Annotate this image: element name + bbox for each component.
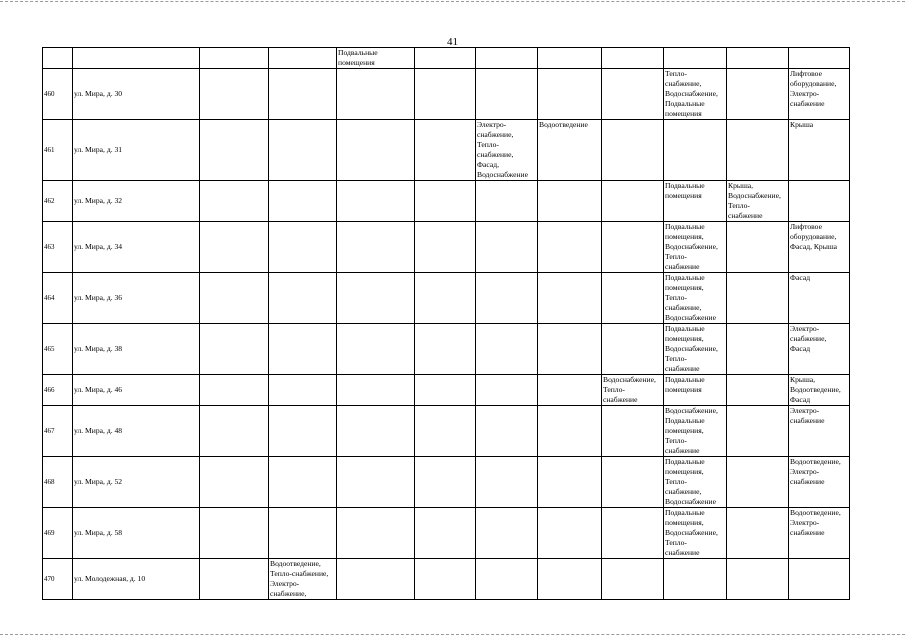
works-cell: Подвальные помещения, Водоснабжение, Тепло- снабжение <box>664 324 727 375</box>
works-cell: Тепло- снабжение, Водоснабжение, Подвальные помещения <box>664 69 727 120</box>
row-number: 470 <box>43 559 73 600</box>
table-row <box>43 559 850 600</box>
works-cell: Электро- снабжение <box>789 406 850 457</box>
address-cell: ул. Мира, д. 58 <box>73 508 200 559</box>
table-row <box>43 69 850 120</box>
table-row <box>43 324 850 375</box>
address-cell: ул. Мира, д. 31 <box>73 120 200 181</box>
works-cell: Крыша, Водоотведение, Фасад <box>789 375 850 406</box>
works-cell: Водоснабжение, Подвальные помещения, Тепло- снабжение <box>664 406 727 457</box>
address-cell: ул. Мира, д. 46 <box>73 375 200 406</box>
row-number: 466 <box>43 375 73 406</box>
row-number: 467 <box>43 406 73 457</box>
works-cell: Водоснабжение, Тепло- снабжение <box>602 375 664 406</box>
table-row <box>43 120 850 181</box>
works-cell: Лифтовое оборудование, Фасад, Крыша <box>789 222 850 273</box>
address-cell: ул. Мира, д. 30 <box>73 69 200 120</box>
works-cell: Электро- снабжение, Тепло- снабжение, Фасад, Водоснабжение <box>476 120 538 181</box>
works-cell: Подвальные помещения <box>664 375 727 406</box>
works-cell: Фасад <box>789 273 850 324</box>
row-number: 462 <box>43 181 73 222</box>
table-row <box>43 222 850 273</box>
row-number: 465 <box>43 324 73 375</box>
works-cell: Подвальные помещения, Водоснабжение, Тепло- снабжение <box>664 222 727 273</box>
row-number: 463 <box>43 222 73 273</box>
works-cell: Подвальные помещения, Тепло- снабжение, Водоснабжение <box>664 273 727 324</box>
address-cell: ул. Мира, д. 36 <box>73 273 200 324</box>
row-number: 460 <box>43 69 73 120</box>
address-cell: ул. Мира, д. 48 <box>73 406 200 457</box>
row-number: 468 <box>43 457 73 508</box>
address-cell: ул. Мира, д. 38 <box>73 324 200 375</box>
row-number: 464 <box>43 273 73 324</box>
table-row <box>43 375 850 406</box>
row-number: 469 <box>43 508 73 559</box>
scan-bottom-edge <box>0 634 905 635</box>
works-cell: Водоотведение, Электро- снабжение <box>789 457 850 508</box>
table-row <box>43 457 850 508</box>
works-cell: Водоотведение, Электро- снабжение <box>789 508 850 559</box>
address-cell: ул. Мира, д. 34 <box>73 222 200 273</box>
repair-schedule-table <box>42 47 850 600</box>
page-number: 41 <box>447 36 458 48</box>
header-row <box>43 48 850 69</box>
table-row <box>43 181 850 222</box>
table-row <box>43 508 850 559</box>
works-cell: Лифтовое оборудование, Электро- снабжение <box>789 69 850 120</box>
works-cell: Крыша <box>789 120 850 181</box>
works-cell: Водоотведение <box>538 120 602 181</box>
works-cell: Электро- снабжение, Фасад <box>789 324 850 375</box>
works-cell: Подвальные помещения, Водоснабжение, Тепло- снабжение <box>664 508 727 559</box>
scan-top-edge <box>0 1 905 2</box>
works-cell: Крыша, Водоснабжение, Тепло- снабжение <box>727 181 789 222</box>
works-cell: Подвальные помещения <box>664 181 727 222</box>
address-cell: ул. Молодежная, д. 10 <box>73 559 200 600</box>
address-cell: ул. Мира, д. 32 <box>73 181 200 222</box>
header-cell: Подвальные помещения <box>337 48 415 69</box>
address-cell: ул. Мира, д. 52 <box>73 457 200 508</box>
table-row <box>43 406 850 457</box>
row-number: 461 <box>43 120 73 181</box>
works-cell: Водоотведение, Тепло-снабжение, Электро- снабжение, <box>269 559 337 600</box>
table-row <box>43 273 850 324</box>
works-cell: Подвальные помещения, Тепло- снабжение, Водоснабжение <box>664 457 727 508</box>
